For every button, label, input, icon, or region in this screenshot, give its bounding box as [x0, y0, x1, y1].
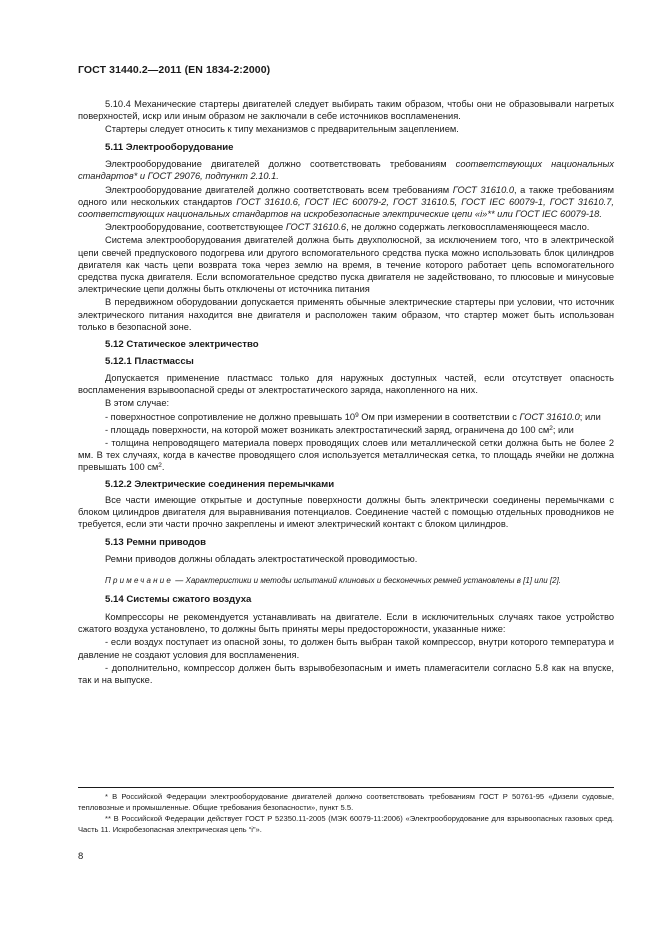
para-5-11-5: В передвижном оборудовании допускается применять обычные электрические стартеры при условии, что источник электрического питания находится вне двигателя и расположен таким образом, что стартер может быть использован только в безопасной зоне.	[78, 297, 614, 332]
list-item: - дополнительно, компрессор должен быть взрывобезопасным и иметь пламегасители согласно 5.8 как на впуске, так и на выпуске.	[78, 662, 614, 685]
footnote-1: * В Российской Федерации электрооборудование двигателей должно соответствовать требованиям ГОСТ Р 50761-95 «Дизели судовые, тепловозные и промышленные. Общие требования безопасности», пункт 5.5.	[78, 792, 614, 812]
footnote-2: ** В Российской Федерации действует ГОСТ Р 52350.11-2005 (МЭК 60079-11:2006) «Электрооборудование для взрывоопасных газовых сред. Часть 11. Искробезопасная электрическая цепь “i”».	[78, 814, 614, 834]
heading-5-12: 5.12 Статическое электричество	[105, 338, 259, 350]
para-5-11-1: Электрооборудование двигателей должно соответствовать требованиям соответствующих национальных стандартов* и ГОСТ 29076, подпункт 2.10.1.	[78, 159, 614, 182]
list-item: - площадь поверхности, на которой может возникать электростатический заряд, ограничена до 100 $см^2$; или	[105, 424, 574, 435]
heading-5-12-2: 5.12.2 Электрические соединения перемычками	[105, 478, 335, 490]
para-5-12-2: Все части имеющие открытые и доступные поверхности должны быть электрически соединены перемычками с блоком цилиндров двигателя для выравнивания потенциалов. Соединение частей с помощью отдельных проводников не требуется, если эти части прочно закреплены и имеют электрический контакт с блоком цилиндров.	[78, 495, 614, 530]
running-header: ГОСТ 31440.2—2011 (EN 1834-2:2000)	[78, 64, 271, 76]
heading-5-14: 5.14 Системы сжатого воздуха	[105, 594, 252, 606]
list-item: - толщина непроводящего материала поверх проводящих слоев или металлической сетки должна быть не более 2 мм. В тех случаях, когда в качестве проводящего слоя используется металлическая сетка, то площадь ячейки не должна превышать 100 $см^2$.	[78, 437, 614, 473]
footnote-divider	[78, 787, 614, 788]
list-item: - поверхностное сопротивление не должно превышать $10^9$ Ом при измерении в соответствии с ГОСТ 31610.0; или	[105, 411, 601, 422]
heading-5-11: 5.11 Электрооборудование	[105, 141, 234, 153]
list-item: - если воздух поступает из опасной зоны, то должен быть выбран такой компрессор, внутри которого температура и давление не создают условия для воспламенения.	[78, 637, 614, 660]
heading-5-12-1: 5.12.1 Пластмассы	[105, 356, 194, 368]
para-5-11-3: Электрооборудование, соответствующее ГОСТ 31610.6, не должно содержать легковоспламеняющееся масло.	[105, 222, 590, 233]
page-body	[78, 64, 614, 686]
para-5-13: Ремни приводов должны обладать электростатической проводимостью.	[105, 554, 418, 565]
para-5-10-4: 5.10.4 Механические стартеры двигателей следует выбирать таким образом, чтобы они не образовывали нагретых поверхностей, искр или иным образом не заключали в себе источников воспламенения.	[78, 99, 614, 122]
para-5-12-1-1: Допускается применение пластмасс только для наружных доступных частей, если отсутствует опасность воспламенения взрывоопасной среды от электростатического заряда, накопленного на них.	[78, 372, 614, 396]
para-5-11-4: Система электрооборудования двигателей должна быть двухполюсной, за исключением того, что в электрической цепи свечей предпускового подогрева или другого вспомогательного средства пуска можно использовать блок цилиндров двигателя как часть цепи возврата тока через землю на время, в течение которого работает цепь вспомогательного средства пуска двигателя. Если вспомогательное средство пуска двигателя не задействовано, то плюсовые и минусовые электрические цепи должны быть отключены от источника питания	[78, 235, 614, 295]
para-starters: Стартеры следует относить к типу механизмов с предварительным зацеплением.	[105, 124, 459, 135]
para-5-14-1: Компрессоры не рекомендуется устанавливать на двигателе. Если в исключительных случаях такое устройство сжатого воздуха установлено, то должны быть приняты меры предосторожности, указанные ниже:	[78, 611, 614, 635]
note-5-13: Примечание — Характеристики и методы испытаний клиновых и бесконечных ремней установлены в [1] или [2].	[105, 576, 562, 586]
para-5-12-1-2: В этом случае:	[105, 398, 170, 409]
page-number: 8	[78, 851, 84, 862]
para-5-11-2: Электрооборудование двигателей должно соответствовать всем требованиям ГОСТ 31610.0, а также требованиям одного или нескольких стандартов ГОСТ 31610.6, ГОСТ IEC 60079-2, ГОСТ 31610.5, ГОСТ IEC 60079-1, ГОСТ 31610.7, соответствующих национальных стандартов на искробезопасные электрические цепи «i»** или ГОСТ IEC 60079-18.	[78, 184, 614, 219]
heading-5-13: 5.13 Ремни приводов	[105, 536, 207, 548]
